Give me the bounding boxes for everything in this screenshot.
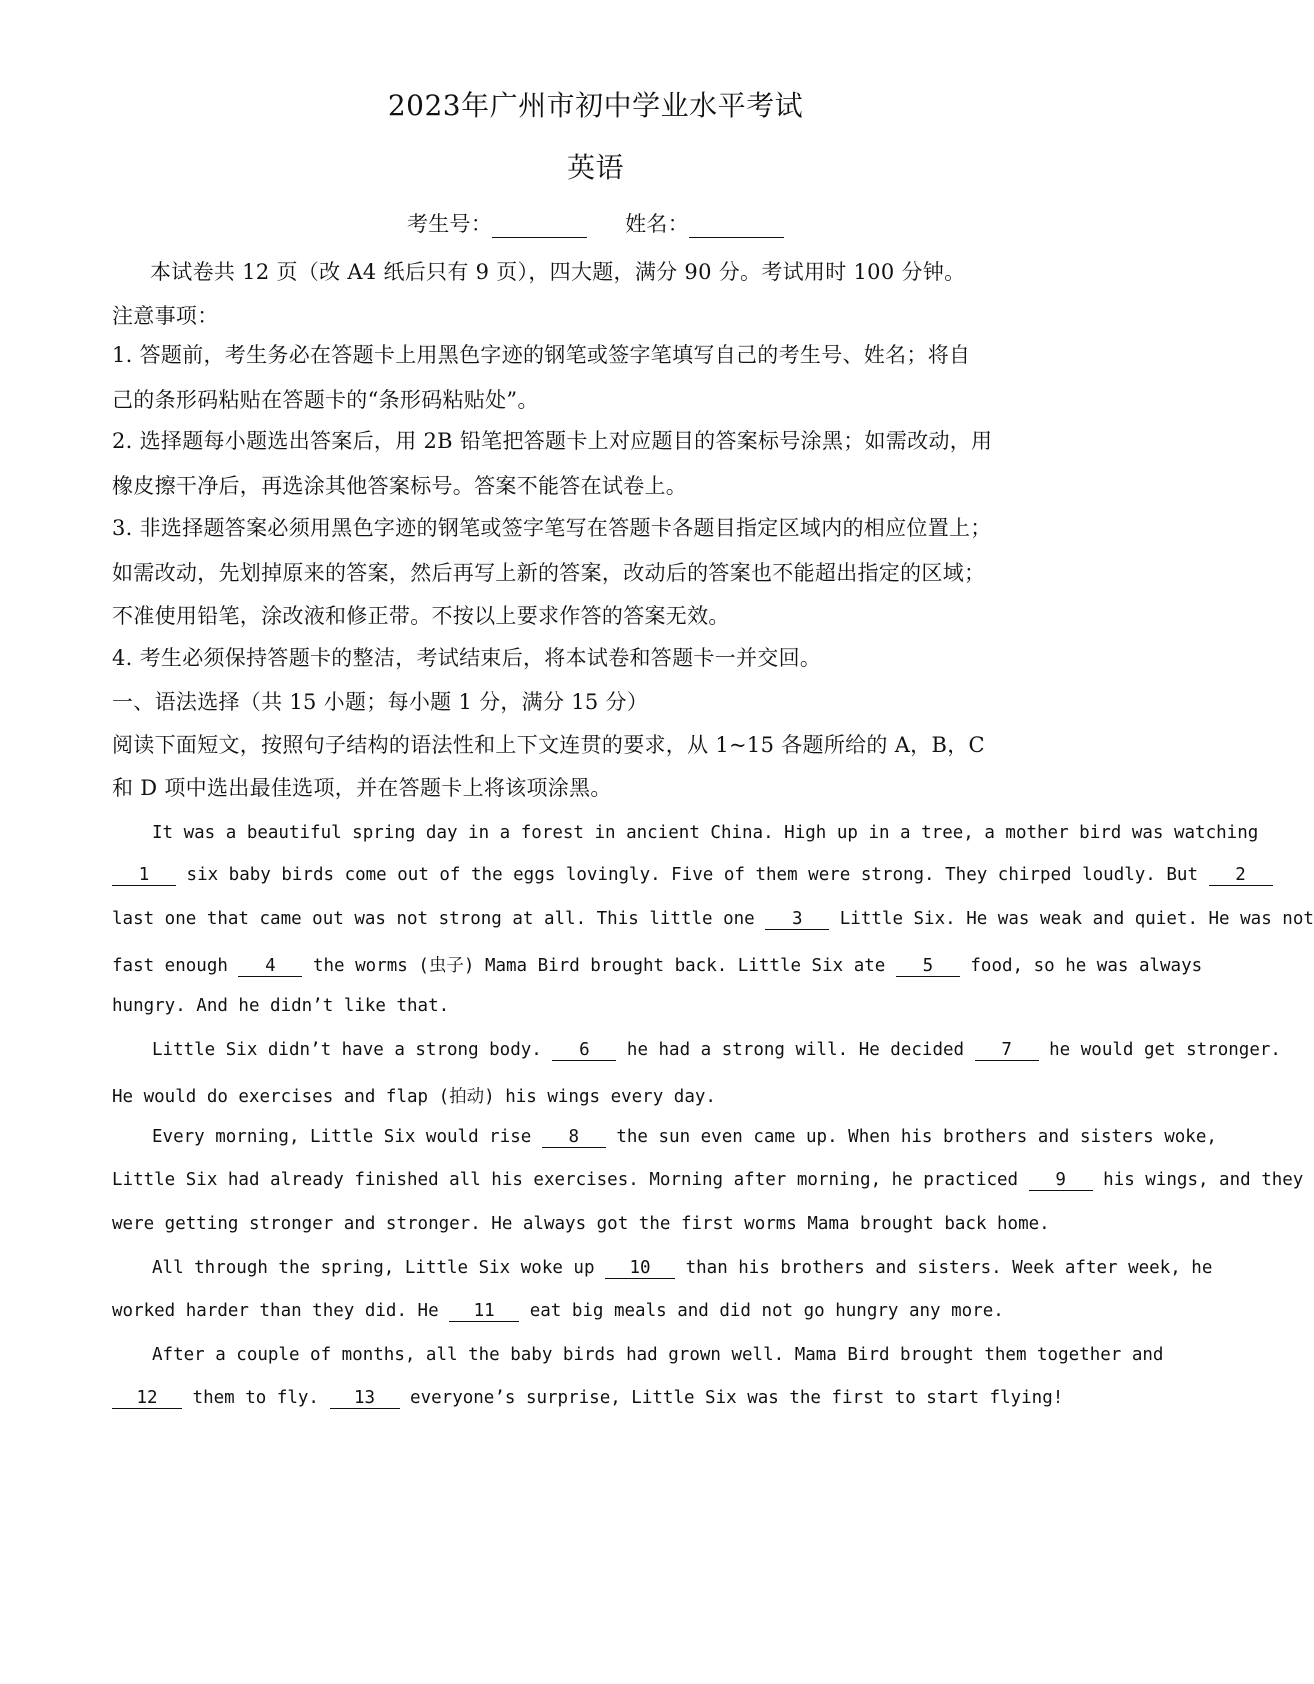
passage-line xyxy=(112,865,1246,886)
passage-text: last one that came out was not strong at all. This little one xyxy=(112,909,766,929)
subject-title: 英语 xyxy=(566,151,624,184)
passage-text: eat big meals and did not go hungry any more. xyxy=(519,1301,1004,1321)
passage-line xyxy=(112,1388,1112,1409)
name-field[interactable] xyxy=(689,215,784,238)
passage-text: everyone’s surprise, Little Six was the first to start flying! xyxy=(399,1388,1064,1408)
notice-heading: 注意事项： xyxy=(112,304,219,328)
passage-text: Little Six didn’t have a strong body. xyxy=(152,1040,553,1060)
passage-text: worked harder than they did. He xyxy=(112,1301,450,1321)
passage-line: hungry. And he didn’t like that. xyxy=(112,996,450,1016)
blank-10[interactable]: 10 xyxy=(605,1258,675,1279)
passage-text: them to fly. xyxy=(182,1388,330,1408)
passage-line xyxy=(112,909,1314,930)
candidate-no-label: 考生号： xyxy=(406,212,493,236)
blank-8[interactable]: 8 xyxy=(542,1127,606,1148)
notice-line: 己的条形码粘贴在答题卡的“条形码粘贴处”。 xyxy=(112,388,539,412)
passage-line: It was a beautiful spring day in a forest in ancient China. High up in a tree, a mother bird was watching xyxy=(152,823,1259,843)
blank-9[interactable]: 9 xyxy=(1029,1170,1093,1191)
passage-text: Every morning, Little Six would rise xyxy=(152,1127,542,1147)
blank-7[interactable]: 7 xyxy=(975,1040,1039,1061)
passage-line xyxy=(112,952,1203,977)
exam-title: 2023年广州市初中学业水平考试 xyxy=(387,89,804,122)
blank-2[interactable]: 2 xyxy=(1209,865,1273,886)
passage-text: the sun even came up. When his brothers and sisters woke, xyxy=(605,1127,1217,1147)
passage-text: fast enough xyxy=(112,956,239,976)
passage-text: All through the spring, Little Six woke up xyxy=(152,1258,606,1278)
passage-text: the worms (虫子) Mama Bird brought back. Little Six ate xyxy=(302,956,896,976)
blank-6[interactable]: 6 xyxy=(552,1040,616,1061)
candidate-info-row xyxy=(0,208,1191,238)
notice-line: 橡皮擦干净后，再选涂其他答案标号。答案不能答在试卷上。 xyxy=(112,474,688,498)
passage-line: were getting stronger and stronger. He always got the first worms Mama brought back home. xyxy=(112,1214,1050,1234)
passage-text: he would get stronger. xyxy=(1038,1040,1281,1060)
notice-line: 3. 非选择题答案必须用黑色字迹的钢笔或签字笔写在答题卡各题目指定区域内的相应位置上； xyxy=(112,516,992,540)
section-instructions: 阅读下面短文，按照句子结构的语法性和上下文连贯的要求，从 1~15 各题所给的 A，B，C xyxy=(112,733,985,757)
name-label: 姓名： xyxy=(625,212,690,236)
passage-text: food, so he was always xyxy=(959,956,1203,976)
passage-line: After a couple of months, all the baby birds had grown well. Mama Bird brought them together and xyxy=(152,1345,1164,1365)
passage-text: six baby birds come out of the eggs lovingly. Five of them were strong. They chirped loudly. But xyxy=(176,865,1209,885)
notice-line: 1. 答题前，考生务必在答题卡上用黑色字迹的钢笔或签字笔填写自己的考生号、姓名；将自 xyxy=(112,343,971,367)
passage-line xyxy=(152,1127,1217,1148)
passage-line xyxy=(152,1258,1213,1279)
blank-13[interactable]: 13 xyxy=(330,1388,400,1409)
section-instructions: 和 D 项中选出最佳选项，并在答题卡上将该项涂黑。 xyxy=(112,776,612,800)
passage-text: he had a strong will. He decided xyxy=(616,1040,975,1060)
notice-line: 4. 考生必须保持答题卡的整洁，考试结束后，将本试卷和答题卡一并交回。 xyxy=(112,646,822,670)
notice-line: 2. 选择题每小题选出答案后，用 2B 铅笔把答题卡上对应题目的答案标号涂黑；如需改动，用 xyxy=(112,429,993,453)
notice-line: 不准使用铅笔，涂改液和修正带。不按以上要求作答的答案无效。 xyxy=(112,604,730,628)
blank-4[interactable]: 4 xyxy=(238,956,302,977)
blank-1[interactable]: 1 xyxy=(112,865,176,886)
blank-11[interactable]: 11 xyxy=(449,1301,519,1322)
passage-line: He would do exercises and flap (拍动) his wings every day. xyxy=(112,1087,716,1107)
passage-line xyxy=(112,1170,1304,1191)
exam-intro: 本试卷共 12 页（改 A4 纸后只有 9 页），四大题，满分 90 分。考试用时 100 分钟。 xyxy=(150,260,966,284)
blank-3[interactable]: 3 xyxy=(765,909,829,930)
passage-text: than his brothers and sisters. Week after week, he xyxy=(675,1258,1213,1278)
passage-line xyxy=(112,1301,1112,1322)
section-heading: 一、语法选择（共 15 小题；每小题 1 分，满分 15 分） xyxy=(112,690,649,714)
blank-5[interactable]: 5 xyxy=(896,956,960,977)
blank-12[interactable]: 12 xyxy=(112,1388,182,1409)
passage-text: his wings, and they xyxy=(1092,1170,1304,1190)
passage-line xyxy=(152,1040,1281,1061)
notice-line: 如需改动，先划掉原来的答案，然后再写上新的答案，改动后的答案也不能超出指定的区域； xyxy=(112,561,986,585)
passage-text: Little Six. He was weak and quiet. He was not xyxy=(829,909,1314,929)
passage-text: Little Six had already finished all his exercises. Morning after morning, he practiced xyxy=(112,1170,1029,1190)
candidate-no-field[interactable] xyxy=(492,215,587,238)
